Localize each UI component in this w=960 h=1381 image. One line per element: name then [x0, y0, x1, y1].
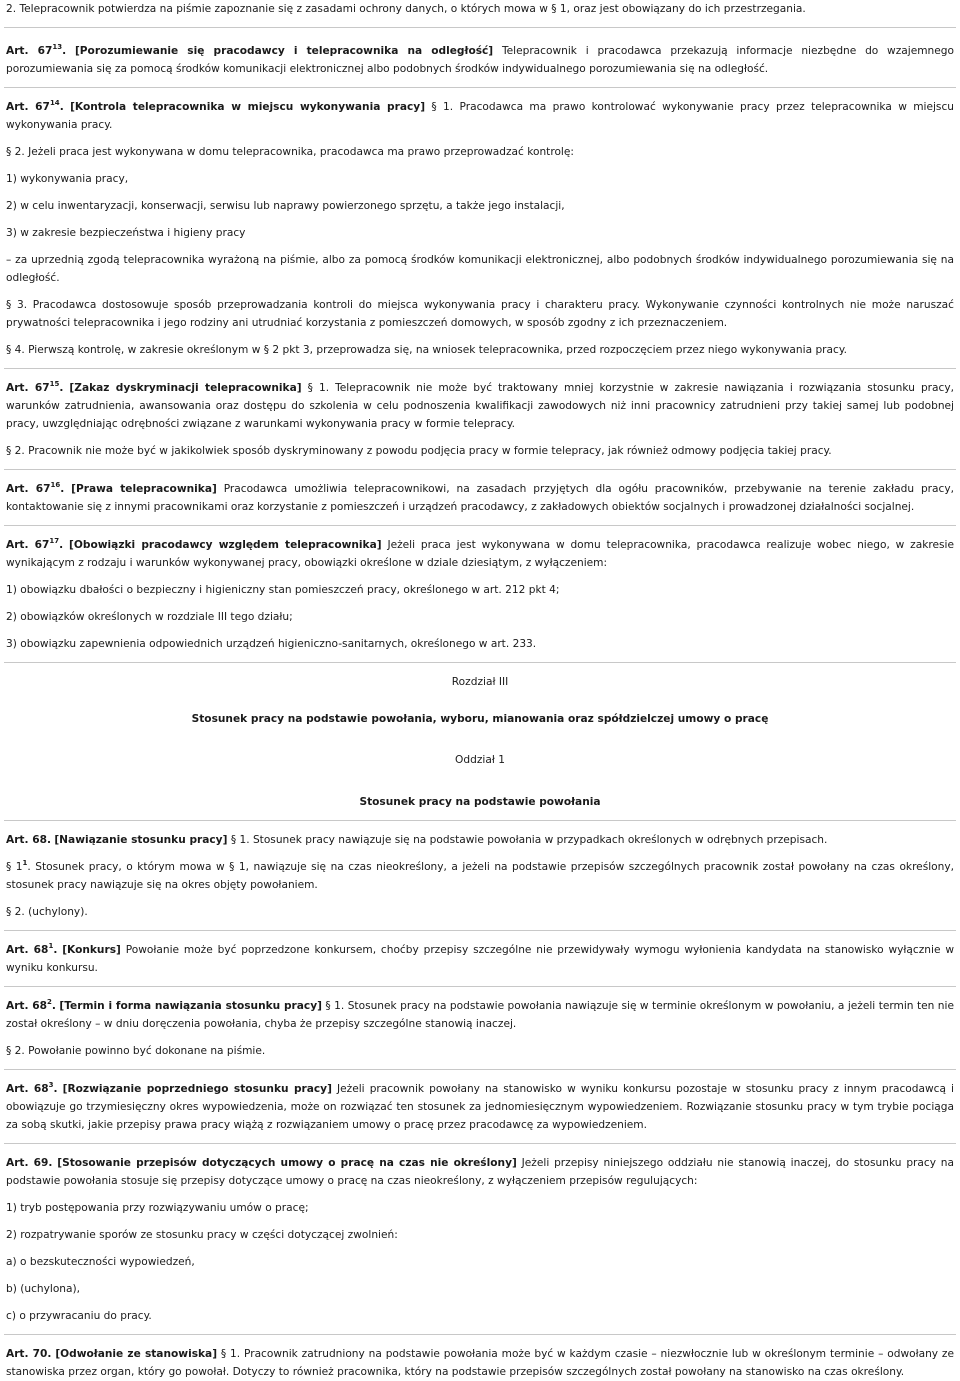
article-dot: .	[59, 539, 64, 551]
article-body: Powołanie może być poprzedzone konkursem, choćby przepisy szczególne nie przewidywały wymogu wyłonienia kandydata na stanowisko wyłącznie w wyniku konkursu.	[6, 944, 954, 974]
chapter-heading	[4, 662, 956, 811]
article-label: Art. 68.	[6, 834, 51, 846]
article-body: Pracodawca umożliwia telepracownikowi, na zasadach przyjętych dla ogółu pracowników, przebywanie na terenie zakładu pracy, kontaktowanie się z innymi pracownikami oraz korzystanie z pomieszczeń i urządzeń pracodawcy, z zakładowych obiektów socjalnych i prowadzonej działalności socjalnej.	[6, 483, 954, 513]
article-text	[4, 1080, 956, 1134]
paragraph: § 4. Pierwszą kontrolę, w zakresie określonym w § 2 pkt 3, przeprowadza się, na wniosek telepracownika, przed rozpoczęciem przez niego wykonywania pracy.	[6, 344, 847, 356]
article-label: Art. 67	[6, 539, 50, 551]
article-67-16	[4, 469, 956, 516]
article-label: Art. 67	[6, 382, 50, 394]
article-dot: .	[62, 45, 67, 57]
article-label: Art. 68	[6, 1000, 48, 1012]
article-title: [Stosowanie przepisów dotyczących umowy o pracę na czas nie określony]	[57, 1157, 517, 1169]
article-text	[4, 480, 956, 516]
divider	[4, 820, 956, 821]
paragraph: § 2. Pracownik nie może być w jakikolwiek sposób dyskryminowany z powodu podjęcia pracy w formie telepracy, jak również odmowy podjęcia takiej pracy.	[6, 445, 832, 457]
chapter-title: Stosunek pracy na podstawie powołania, wyboru, mianowania oraz spółdzielczej umowy o pracę	[191, 713, 769, 725]
article-body: Telepracownik i pracodawca przekazują informacje niezbędne do wzajemnego porozumiewania się za pomocą środków komunikacji elektronicznej albo podobnych środków indywidualnego porozumiewania się na odległość.	[6, 45, 954, 75]
divider	[4, 662, 956, 663]
article-body: § 1. Stosunek pracy nawiązuje się na podstawie powołania w przypadkach określonych w odrębnych przepisach.	[230, 834, 828, 846]
division-title: Stosunek pracy na podstawie powołania	[359, 796, 601, 808]
list-item: 3) w zakresie bezpieczeństwa i higieny pracy	[6, 227, 246, 239]
divider	[4, 469, 956, 470]
paragraph: 2. Telepracownik potwierdza na piśmie zapoznanie się z zasadami ochrony danych, o których mowa w § 1, oraz jest obowiązany do ich przestrzegania.	[6, 3, 806, 15]
paragraph: – za uprzednią zgodą telepracownika wyrażoną na piśmie, albo za pomocą środków komunikacji elektronicznej, albo podobnych środków indywidualnego porozumiewania się na odległość.	[6, 254, 954, 284]
divider	[4, 87, 956, 88]
paragraph: § 2. (uchylony).	[6, 906, 88, 918]
article-67-17	[4, 525, 956, 653]
divider	[4, 930, 956, 931]
list-item: 1) wykonywania pracy,	[6, 173, 129, 185]
chapter-number: Rozdział III	[451, 676, 509, 688]
paragraph: § 2. Jeżeli praca jest wykonywana w domu telepracownika, pracodawca ma prawo przeprowadzać kontrolę:	[6, 146, 574, 158]
list-item: 3) obowiązku zapewnienia odpowiednich urządzeń higieniczno-sanitarnych, określonego w art. 233.	[6, 638, 537, 650]
article-dot: .	[51, 1000, 56, 1012]
article-body: § 1. Pracodawca ma prawo kontrolować wykonywanie pracy przez telepracownika w miejscu wykonywania pracy.	[6, 101, 954, 131]
article-superscript: 17	[49, 537, 60, 545]
divider	[4, 986, 956, 987]
divider	[4, 525, 956, 526]
article-body: Jeżeli pracownik powołany na stanowisko w wyniku konkursu pozostaje w stosunku pracy z innym pracodawcą i obowiązuje go trzymiesięczny okres wypowiedzenia, może on rozwiązać ten stosunek za jednomiesięcznym wypowiedzeniem. Rozwiązanie stosunku pracy w tym trybie pociąga za sobą skutki, jakie przepisy prawa pracy wiążą z rozwiązaniem umowy o pracę przez pracodawcę za wypowiedzeniem.	[6, 1083, 954, 1131]
article-title: [Porozumiewanie się pracodawcy i telepracownika na odległość]	[74, 45, 494, 57]
list-item: b) (uchylona),	[6, 1283, 81, 1295]
article-title: [Zakaz dyskryminacji telepracownika]	[69, 382, 302, 394]
article-title: [Prawa telepracownika]	[71, 483, 217, 495]
article-superscript: 2	[47, 998, 52, 1006]
article-67-14	[4, 87, 956, 359]
article-superscript: 13	[52, 43, 63, 51]
list-item: 2) w celu inwentaryzacji, konserwacji, serwisu lub naprawy powierzonego sprzętu, a także jego instalacji,	[6, 200, 565, 212]
divider	[4, 1334, 956, 1335]
divider	[4, 368, 956, 369]
article-label: Art. 67	[6, 45, 53, 57]
article-title: [Odwołanie ze stanowiska]	[55, 1348, 218, 1360]
paragraph-body: . Stosunek pracy, o którym mowa w § 1, nawiązuje się na czas nieokreślony, a jeżeli na podstawie przepisów szczególnych pracownik został powołany na czas określony, stosunek pracy nawiązuje się na okres objęty powołaniem.	[6, 861, 954, 891]
article-70	[4, 1334, 956, 1381]
divider	[4, 1069, 956, 1070]
article-68-2	[4, 986, 956, 1060]
article-label: Art. 68	[6, 1083, 49, 1095]
article-superscript: 1	[48, 942, 54, 950]
division-number: Oddział 1	[455, 754, 505, 766]
article-text	[4, 831, 956, 849]
article-text	[4, 1345, 956, 1381]
article-dot: .	[60, 483, 65, 495]
article-label: Art. 67	[6, 483, 51, 495]
list-item: c) o przywracaniu do pracy.	[6, 1310, 152, 1322]
article-text	[4, 1154, 956, 1190]
article-text	[4, 98, 956, 134]
article-superscript: 14	[49, 99, 60, 107]
article-68-1	[4, 930, 956, 977]
list-item: 1) tryb postępowania przy rozwiązywaniu umów o pracę;	[6, 1202, 309, 1214]
article-superscript: 16	[50, 481, 61, 489]
article-dot: .	[59, 101, 64, 113]
article-label: Art. 68	[6, 944, 49, 956]
article-title: [Konkurs]	[62, 944, 121, 956]
article-body: § 1. Stosunek pracy na podstawie powołania nawiązuje się w terminie określonym w powołaniu, a jeżeli termin ten nie został określony – w dniu doręczenia powołania, chyba że przepisy szczególne stanowią inaczej.	[6, 1000, 954, 1030]
article-superscript: 3	[48, 1081, 54, 1089]
article-body: § 1. Telepracownik nie może być traktowany mniej korzystnie w zakresie nawiązania i rozwiązania stosunku pracy, warunków zatrudnienia, awansowania oraz dostępu do szkolenia w celu podnoszenia kwalifikacji zawodowych niż inni pracownicy zatrudnieni przy takiej samej lub podobnej pracy, uwzględniając odrębności związane z warunkami wykonywania pracy w formie telepracy.	[6, 382, 954, 430]
article-dot: .	[53, 1083, 58, 1095]
article-text	[4, 42, 956, 78]
paragraph: § 2. Powołanie powinno być dokonane na piśmie.	[6, 1045, 266, 1057]
list-item: 2) rozpatrywanie sporów ze stosunku pracy w części dotyczącej zwolnień:	[6, 1229, 398, 1241]
article-text	[4, 379, 956, 433]
article-superscript: 15	[49, 380, 60, 388]
paragraph	[4, 858, 956, 894]
article-label: Art. 70.	[6, 1348, 52, 1360]
paragraph: § 3. Pracodawca dostosowuje sposób przeprowadzania kontroli do miejsca wykonywania pracy i charakteru pracy. Wykonywanie czynności kontrolnych nie może naruszać prywatności telepracownika i jego rodziny ani utrudniać korzystania z pomieszczeń domowych, w sposób zgodny z ich przeznaczeniem.	[6, 299, 954, 329]
article-title: [Kontrola telepracownika w miejscu wykonywania pracy]	[70, 101, 426, 113]
article-dot: .	[59, 382, 64, 394]
paragraph-superscript: 1	[22, 859, 28, 867]
article-dot: .	[53, 944, 58, 956]
divider	[4, 27, 956, 28]
article-body: Jeżeli przepisy niniejszego oddziału nie stanowią inaczej, do stosunku pracy na podstawie powołania stosuje się przepisy dotyczące umowy o pracę na czas nieokreślony, z wyłączeniem przepisów regulujących:	[6, 1157, 955, 1187]
article-67-13	[4, 27, 956, 78]
article-text	[4, 997, 956, 1033]
list-item: a) o bezskuteczności wypowiedzeń,	[6, 1256, 195, 1268]
article-title: [Obowiązki pracodawcy względem telepracownika]	[69, 539, 382, 551]
article-68-3	[4, 1069, 956, 1134]
article-67-15	[4, 368, 956, 460]
article-label: Art. 69.	[6, 1157, 53, 1169]
article-text	[4, 941, 956, 977]
article-68	[4, 820, 956, 921]
article-body: Jeżeli praca jest wykonywana w domu telepracownika, pracodawca realizuje wobec niego, w zakresie wynikającym z rodzaju i warunków wykonywanej pracy, obowiązki określone w dziale dziesiątym, z wyłączeniem:	[6, 539, 954, 569]
article-title: [Rozwiązanie poprzedniego stosunku pracy]	[62, 1083, 332, 1095]
article-title: [Termin i forma nawiązania stosunku pracy]	[59, 1000, 322, 1012]
list-item: 1) obowiązku dbałości o bezpieczny i higieniczny stan pomieszczeń pracy, określonego w art. 212 pkt 4;	[6, 584, 560, 596]
paragraph-number: § 1	[6, 861, 23, 873]
article-69	[4, 1143, 956, 1325]
article-label: Art. 67	[6, 101, 50, 113]
article-text	[4, 536, 956, 572]
list-item: 2) obowiązków określonych w rozdziale III tego działu;	[6, 611, 293, 623]
divider	[4, 1143, 956, 1144]
article-title: [Nawiązanie stosunku pracy]	[54, 834, 228, 846]
article-body: § 1. Pracownik zatrudniony na podstawie powołania może być w każdym czasie – niezwłocznie lub w określonym terminie – odwołany ze stanowiska przez organ, który go powołał. Dotyczy to również pracownika, który na podstawie przepisów szczególnych został powołany na stanowisko na czas określony.	[6, 1348, 954, 1378]
